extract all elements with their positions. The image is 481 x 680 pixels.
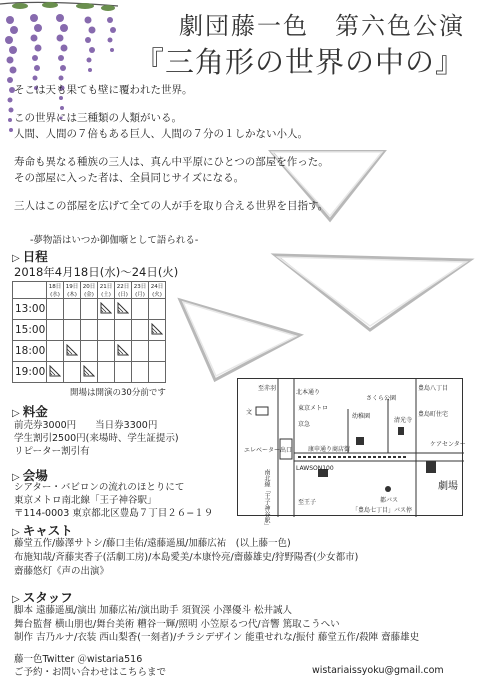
empty-cell: [98, 362, 115, 383]
play-title: 『三角形の世界の中の』: [134, 45, 465, 79]
map-label: 北本通り: [296, 389, 321, 396]
cast-line: 布施知哉/斉藤実香子(活劇工房)/本島愛美/本康怜亮/齋藤雄史/狩野陽香(少女都市): [14, 552, 359, 563]
empty-cell: [47, 320, 64, 341]
schedule-row: [13, 299, 166, 320]
section-triangle-icon: ▷: [12, 408, 20, 419]
cast-line: 齋藤悠灯《声の出演》: [14, 566, 110, 577]
schedule-corner-cell: [13, 282, 47, 299]
synopsis-line: その部屋に入った者は、全員同じサイズになる。: [14, 172, 245, 184]
synopsis: [14, 82, 474, 214]
performance-cell: [81, 362, 98, 383]
empty-cell: [81, 341, 98, 362]
staff-line: 制作 吉乃ルナ/衣装 西山梨香(一刻者)/チラシデザイン 能重せれな/振付 藤堂五作/殺陣 齋藤雄史: [14, 632, 420, 643]
map-label: 至王子: [298, 499, 317, 506]
map-label: 南北線「王子神谷駅」: [263, 469, 270, 529]
empty-cell: [132, 299, 149, 320]
schedule-time: 19:00: [13, 362, 47, 383]
contact-label: ご予約・お問い合わせはこちらまで: [14, 667, 167, 678]
empty-cell: [115, 320, 132, 341]
empty-cell: [132, 341, 149, 362]
synopsis-line: 三人はこの部屋を広げて全ての人が手を取り合える世界を目指す。: [14, 200, 329, 212]
empty-cell: [98, 341, 115, 362]
schedule-day: 21日(土): [98, 282, 115, 299]
venue-line: シアター・バビロンの流れのほとりにて: [14, 482, 185, 493]
map-label: 東京メトロ: [298, 405, 329, 412]
map-label: 都バス: [380, 497, 399, 504]
venue-map: [237, 378, 466, 529]
map-label: 豊島八丁目: [418, 385, 449, 392]
schedule-day: 20日(金): [81, 282, 98, 299]
empty-cell: [132, 362, 149, 383]
schedule-row: [13, 320, 166, 341]
map-label: 「豊島七丁目」バス停: [352, 507, 413, 514]
performance-cell: [115, 299, 132, 320]
cast-heading-label: キャスト: [22, 523, 73, 538]
venue-line: 東京メトロ南北線「王子神谷駅」: [14, 495, 157, 506]
contact-email[interactable]: wistariaissyoku@gmail.com: [312, 665, 444, 676]
schedule-day: 24日(火): [149, 282, 166, 299]
schedule-day: 18日(水): [47, 282, 64, 299]
schedule-day: 22日(日): [115, 282, 132, 299]
staff-list: [14, 604, 419, 645]
performance-mark-icon: [49, 367, 61, 380]
schedule-heading-label: 日程: [22, 249, 48, 264]
performance-cell: [47, 362, 64, 383]
staff-line: 脚本 遠藤遥風/演出 加藤広祐/演出助手 須賀渓 小澤優斗 松井誠人: [14, 605, 293, 616]
schedule-dates: 2018年4月18日(水)〜24日(火): [14, 265, 179, 279]
empty-cell: [98, 320, 115, 341]
schedule-row: [13, 362, 166, 383]
staff-line: 舞台監督 横山朋也/舞台美術 糟谷一輝/照明 小笠原るつ代/音響 篤取こうへい: [14, 618, 340, 630]
map-label-theater: 劇場: [438, 481, 458, 492]
tagline: -夢物語はいつか御伽噺として語られる-: [30, 235, 199, 246]
schedule-row: [13, 341, 166, 362]
schedule-day: 23日(月): [132, 282, 149, 299]
map-label: 康申通り商店街: [308, 446, 351, 453]
performance-mark-icon: [100, 304, 112, 317]
synopsis-line: 寿命も異なる種族の三人は、真ん中平原にひとつの部屋を作った。: [14, 156, 329, 168]
map-label: さくら公園: [366, 395, 397, 402]
empty-cell: [115, 362, 132, 383]
twitter-handle[interactable]: 藤一色Twitter ＠wistaria516: [14, 654, 143, 665]
map-label: ケアセンター: [430, 441, 466, 448]
price-info: [14, 419, 179, 458]
performance-mark-icon: [66, 346, 78, 359]
synopsis-line: そこは天も果ても壁に覆われた世界。: [14, 84, 193, 96]
performance-mark-icon: [117, 346, 129, 359]
map-label: エレベーター出口: [244, 447, 293, 454]
price-heading-label: 料金: [22, 404, 48, 419]
empty-cell: [64, 362, 81, 383]
footer-contact: [14, 653, 166, 679]
map-label: 至赤羽: [258, 385, 277, 392]
performance-cell: [115, 341, 132, 362]
map-label: LAWSON100: [296, 465, 334, 472]
empty-cell: [132, 320, 149, 341]
performance-cell: [98, 299, 115, 320]
schedule-heading: [12, 247, 48, 265]
empty-cell: [47, 341, 64, 362]
performance-mark-icon: [151, 325, 163, 338]
price-heading: [12, 402, 48, 420]
venue-info: [14, 481, 213, 520]
map-label: 京急: [298, 421, 311, 428]
venue-address: 〒114-0003 東京都北区豊島７丁目２６−１９: [14, 508, 214, 519]
map-label: 文: [246, 409, 253, 416]
section-triangle-icon: ▷: [12, 253, 20, 264]
empty-cell: [64, 320, 81, 341]
schedule-time: 13:00: [13, 299, 47, 320]
price-line: 前売券3000円 当日券3300円: [14, 420, 158, 431]
synopsis-line: この世界には三種類の人類がいる。: [14, 112, 182, 124]
performance-cell: [64, 341, 81, 362]
schedule-time: 15:00: [13, 320, 47, 341]
schedule-header-row: [13, 282, 166, 299]
empty-cell: [149, 341, 166, 362]
schedule-note: 開場は開演の30分前です: [70, 388, 166, 398]
price-line: 学生割引2500円(来場時、学生証提示): [14, 433, 179, 444]
empty-cell: [149, 299, 166, 320]
schedule-time: 18:00: [13, 341, 47, 362]
page-title: 劇団藤一色 第六色公演: [179, 12, 465, 40]
section-triangle-icon: ▷: [12, 527, 20, 538]
cast-list: [14, 537, 358, 579]
empty-cell: [149, 362, 166, 383]
venue-heading-label: 会場: [22, 468, 48, 483]
map-label: 豊島町住宅: [418, 411, 449, 418]
price-line: リピーター割引有: [14, 446, 90, 457]
empty-cell: [47, 299, 64, 320]
map-label: 清光寺: [394, 417, 413, 424]
schedule-day: 19日(木): [64, 282, 81, 299]
empty-cell: [64, 299, 81, 320]
empty-cell: [81, 320, 98, 341]
performance-cell: [149, 320, 166, 341]
cast-line: 藤堂五作/藤澤サトシ/藤口圭佑/遠藤遥風/加藤広祐 (以上藤一色): [14, 538, 291, 549]
performance-mark-icon: [117, 304, 129, 317]
staff-heading-label: スタッフ: [22, 590, 73, 605]
empty-cell: [81, 299, 98, 320]
map-label: 幼稚園: [352, 413, 371, 420]
synopsis-line: 人間、人間の７倍もある巨人、人間の７分の１しかない小人。: [14, 128, 308, 140]
schedule-table: [12, 281, 166, 383]
section-triangle-icon: ▷: [12, 594, 20, 605]
performance-mark-icon: [83, 367, 95, 380]
section-triangle-icon: ▷: [12, 472, 20, 483]
